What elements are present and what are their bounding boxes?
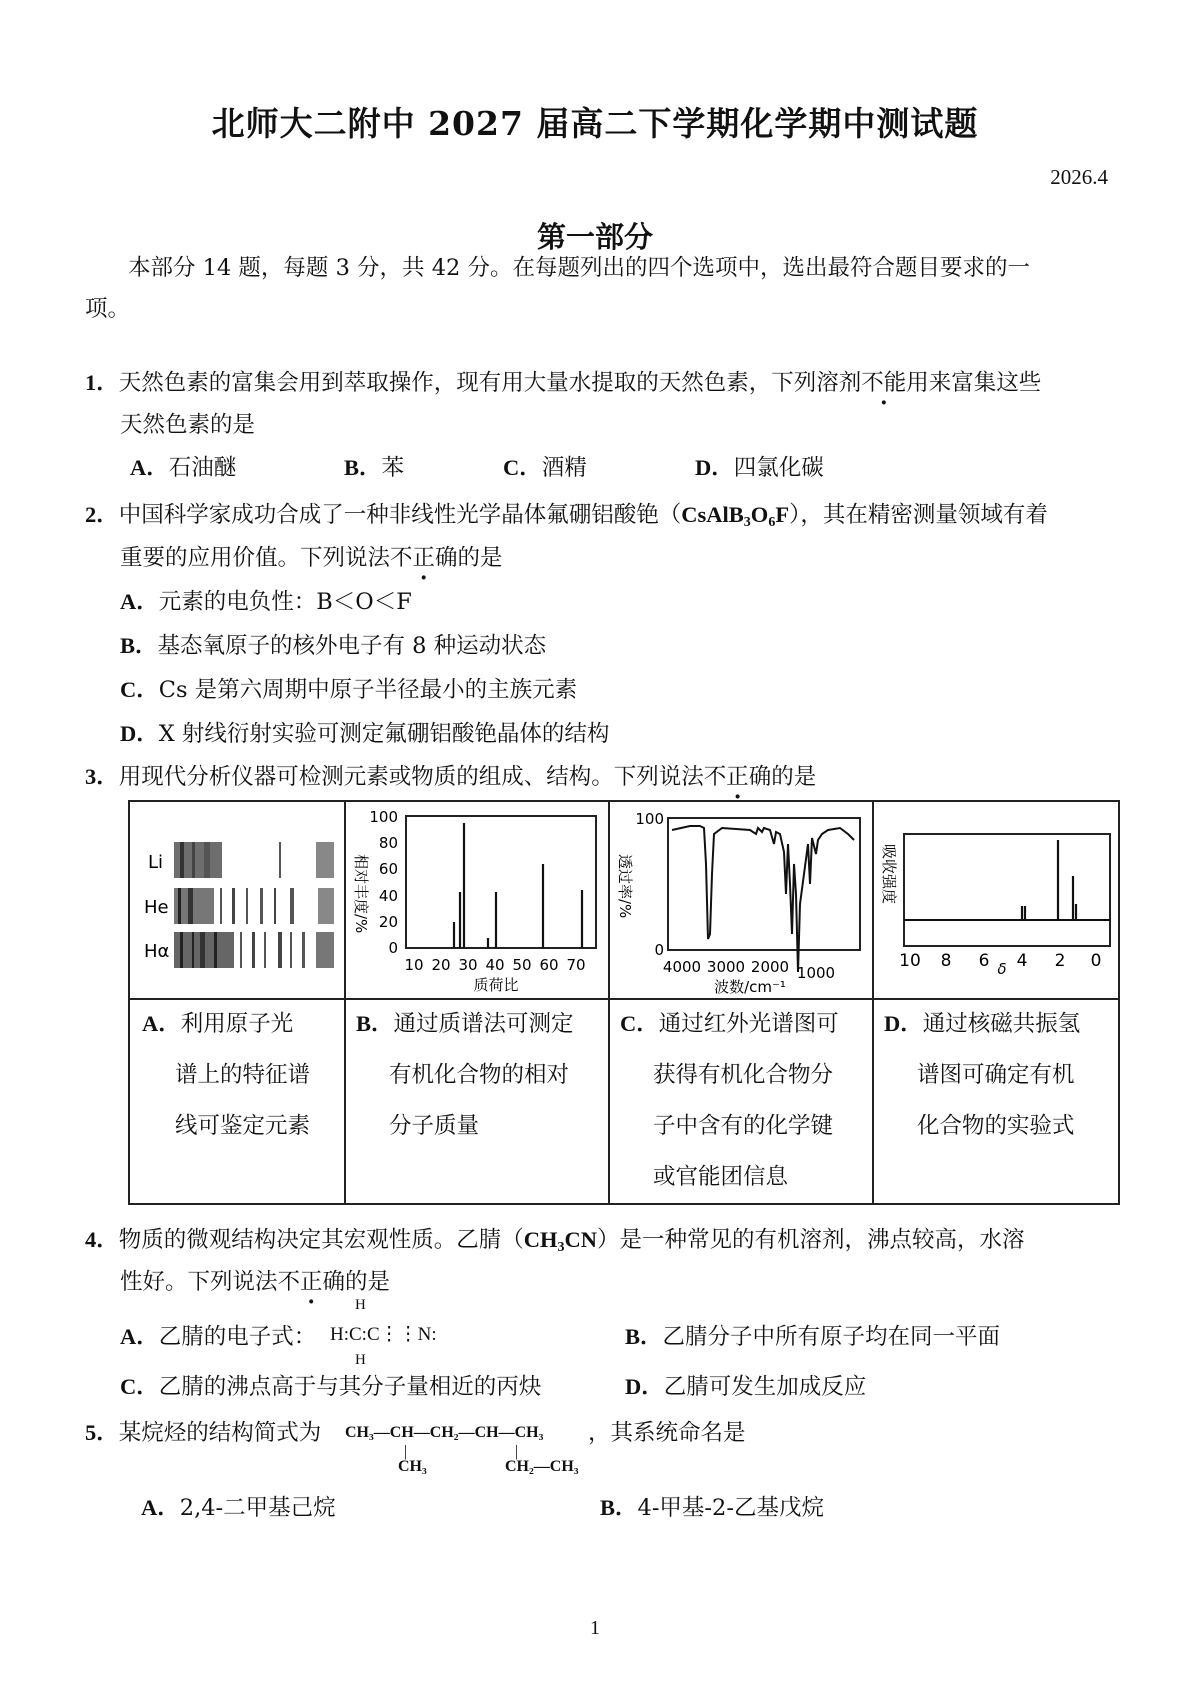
q3-text-a: 用现代分析仪器可检测元素或物质的组成、结构。下列说法 [118,764,704,790]
q2-option-a [120,587,412,617]
electron-formula: H:C:C⋮⋮N: [330,1324,437,1345]
ms-plot-frame [406,816,596,948]
q3-option-a-line: 线可鉴定元素 [175,1113,311,1139]
ir-ytick: 100 [635,810,664,828]
q3-number: 3． [85,764,119,789]
q3-option-d-label: D． [884,1011,923,1036]
q1-option-a-text: 石油醚 [168,455,237,481]
q4-option-b [625,1322,1000,1352]
q3-option-b-line: 通过质谱法可测定 [393,1011,574,1037]
nmr-spectrum-figure [874,804,1118,996]
ir-xtick: 2000 [750,958,790,976]
q3-option-a-line: 谱上的特征谱 [175,1062,311,1088]
q4-option-b-label: B． [625,1324,663,1349]
spectrum-bar-he [174,888,334,924]
q1-option-d-label: D． [695,455,734,480]
q2-option-c-text: Cs 是第六周期中原子半径最小的主族元素 [158,677,578,703]
ms-ytick: 0 [388,939,398,957]
q1-emph-text: 不能 [861,370,907,396]
electron-formula-h-top: H [355,1297,366,1313]
nmr-ylabel: 吸收强度 [880,844,898,905]
q4-formula-part-b: CN [564,1227,598,1252]
q2-option-b [120,631,546,661]
q3-option-a-label: A． [142,1011,181,1036]
q2-formula-sub-2: 6 [768,515,776,530]
ms-peaks [454,823,582,948]
atomic-spectra-figure [140,832,340,982]
q3-option-c-line: 或官能团信息 [653,1164,789,1190]
page-number: 1 [590,1617,600,1639]
q4-stem-line-1 [85,1225,1025,1263]
q4-emphasis: 不正确 [277,1269,346,1295]
q4-formula-sub: 3 [557,1240,565,1255]
q2-emphasis: 不正确 [390,545,458,571]
q5-option-b [600,1493,824,1523]
q4-option-a [120,1322,316,1352]
q4-formula-part-a: CH [523,1227,558,1252]
q1-option-a-label: A． [130,455,169,480]
q1-option-b-text: 苯 [381,455,405,481]
q5-stem-end: ，其系统命名是 [588,1420,746,1446]
q4-option-d-text: 乙腈可发生加成反应 [663,1374,867,1400]
q4-option-b-text: 乙腈分子中所有原子均在同一平面 [662,1324,1001,1350]
q3-option-d-line: 通过核磁共振氢 [922,1011,1081,1037]
ir-ytick: 0 [654,941,664,959]
q5-main-chain: CH₃—CH—CH₂—CH—CH₃ [345,1424,544,1441]
q3-option-b-line: 有机化合物的相对 [389,1062,570,1088]
q5-branch-2: CH₂—CH₃ [505,1458,579,1475]
q2-text-d: 的是 [457,545,503,571]
q4-option-d [625,1372,866,1402]
q2-option-a-label: A． [120,589,159,614]
nmr-xtick: 2 [1054,951,1066,971]
q1-text-a: 天然色素的富集会用到萃取操作，现有用大量水提取的天然色素，下列溶剂 [118,370,862,396]
q1-option-c-label: C． [503,455,542,480]
nmr-xtick: 10 [899,951,921,971]
nmr-xlabel: δ [997,960,1007,978]
ir-plot-frame [668,818,860,950]
q2-option-b-label: B． [120,633,158,658]
nmr-xtick: 8 [940,951,952,971]
q5-bond-1: | [404,1443,408,1460]
q3-option-c-label: C． [620,1011,659,1036]
q5-stem [85,1418,321,1448]
q3-option-a [142,998,310,1152]
ms-ytick: 100 [369,808,398,826]
nmr-peaks [1022,840,1076,920]
q1-option-d-text: 四氯化碳 [733,455,824,481]
q4-option-c-label: C． [120,1374,159,1399]
q5-number: 5． [85,1420,119,1445]
ms-xtick: 40 [485,956,505,974]
q5-text-a: 某烷烃的结构简式为 [118,1420,322,1446]
q4-option-d-label: D． [625,1374,664,1399]
spectrum-bar-ha [174,932,334,968]
q3-option-a-line: 利用原子光 [180,1011,294,1037]
ms-ytick: 20 [378,913,398,931]
q2-option-a-text: 元素的电负性：B＜O＜F [158,589,412,615]
q3-figure-table [128,800,1120,1205]
q4-option-c [120,1372,541,1402]
nmr-xtick: 4 [1016,951,1028,971]
q2-stem-line-1 [85,500,1048,538]
q2-option-c [120,675,577,705]
ms-xtick: 60 [539,956,559,974]
spectrum-bar-li [174,842,334,878]
q3-option-d [884,998,1080,1152]
q3-stem [85,762,816,792]
q4-text-a: 物质的微观结构决定其宏观性质。乙腈（ [118,1227,524,1253]
q2-option-b-text: 基态氧原子的核外电子有 8 种运动状态 [157,633,547,659]
q2-number: 2． [85,502,119,527]
q4-option-a-label: A． [120,1324,159,1349]
q1-option-d [695,453,824,483]
q4-option-a-text: 乙腈的电子式： [158,1324,317,1350]
ms-xtick: 30 [458,956,478,974]
ms-ytick: 80 [378,834,398,852]
nmr-xtick: 0 [1090,951,1102,971]
q2-text-c: 重要的应用价值。下列说法 [120,545,391,571]
q1-option-a [130,453,236,483]
q5-option-a-text: 2,4-二甲基己烷 [179,1495,336,1521]
q3-option-c-line: 子中含有的化学键 [653,1113,834,1139]
q3-option-b [356,998,574,1152]
ir-xlabel: 波数/cm⁻¹ [714,978,786,996]
q4-formula [523,1227,598,1255]
q1-emphasis [861,370,906,396]
q2-option-d-text: X 射线衍射实验可测定氟硼铝酸铯晶体的结构 [158,721,610,747]
q2-text-b: ），其在精密测量领域有着 [789,502,1048,528]
ir-xtick: 1000 [796,964,836,982]
ms-xtick: 50 [512,956,532,974]
q3-option-c [620,998,839,1203]
electron-formula-h-bottom: H [355,1352,366,1368]
instructions-line-1: 本部分 14 题，每题 3 分，共 42 分。在每题列出的四个选项中，选出最符合题目要求的一 [128,255,1030,281]
q3-text-b: 的是 [771,764,817,790]
nmr-xtick: 6 [978,951,990,971]
q5-option-b-label: B． [600,1495,638,1520]
q5-option-b-text: 4-甲基-2-乙基戊烷 [637,1495,824,1521]
q5-option-a-label: A． [141,1495,180,1520]
ms-xtick: 10 [404,956,424,974]
q3-option-b-label: B． [356,1011,394,1036]
ms-ylabel: 相对丰度/% [352,854,370,934]
ms-xtick: 20 [431,956,451,974]
q2-formula [681,502,790,530]
q2-text-a: 中国科学家成功合成了一种非线性光学晶体氟硼铝酸铯（ [118,502,682,528]
instructions-line-2: 项。 [85,296,131,322]
q1-option-c [503,453,587,483]
q1-option-c-text: 酒精 [541,455,587,481]
q4-stem-line-2 [120,1267,390,1297]
q1-stem-line-2: 天然色素的是 [120,412,256,438]
q2-formula-sub-1: 3 [743,515,751,530]
q4-text-d: 的是 [345,1269,391,1295]
q4-option-c-text: 乙腈的沸点高于与其分子量相近的丙炔 [158,1374,542,1400]
q1-option-b [344,453,404,483]
q5-bond-2: | [515,1443,519,1460]
q4-text-c: 性好。下列说法 [120,1269,278,1295]
q2-option-d [120,719,609,749]
exam-date: 2026.4 [1050,165,1108,189]
q2-stem-line-2 [120,543,503,573]
nmr-plot-frame [904,834,1110,946]
q1-text-b: 用来富集这些 [906,370,1042,396]
ms-ytick: 60 [378,860,398,878]
q5-branch-1: CH₃ [398,1458,427,1475]
q2-formula-part-c: F [775,502,790,527]
q2-option-c-label: C． [120,677,159,702]
spectrum-label-he: He [144,897,169,918]
q1-stem-line-1 [85,368,1041,398]
ir-xtick: 4000 [662,958,702,976]
spectrum-label-ha: Hα [144,941,170,962]
ms-xlabel: 质荷比 [473,976,519,994]
q3-option-c-line: 通过红外光谱图可 [658,1011,839,1037]
q3-option-d-line: 化合物的实验式 [917,1113,1075,1139]
q3-option-b-line: 分子质量 [389,1113,480,1139]
q2-formula-part-b: O [750,502,769,527]
q2-formula-part-a: CsAlB [681,502,744,527]
q3-option-c-line: 获得有机化合物分 [653,1062,834,1088]
q1-number: 1． [85,370,119,395]
q2-option-d-label: D． [120,721,159,746]
q4-text-b: ）是一种常见的有机溶剂，沸点较高，水溶 [597,1227,1025,1253]
part-heading: 第一部分 [536,220,653,254]
ms-xtick: 70 [566,956,586,974]
q4-number: 4． [85,1227,119,1252]
ir-spectrum-figure [610,804,870,996]
ms-ytick: 40 [378,887,398,905]
ir-ylabel: 透过率/% [616,854,634,919]
ir-xtick: 3000 [706,958,746,976]
q5-option-a [141,1493,336,1523]
q3-option-d-line: 谱图可确定有机 [917,1062,1075,1088]
q3-emphasis: 不正确 [703,764,772,790]
q1-option-b-label: B． [344,455,382,480]
mass-spectrum-figure [346,804,606,996]
exam-title: 北师大二附中 2027 届高二下学期化学期中测试题 [211,104,979,143]
spectrum-label-li: Li [148,852,164,873]
